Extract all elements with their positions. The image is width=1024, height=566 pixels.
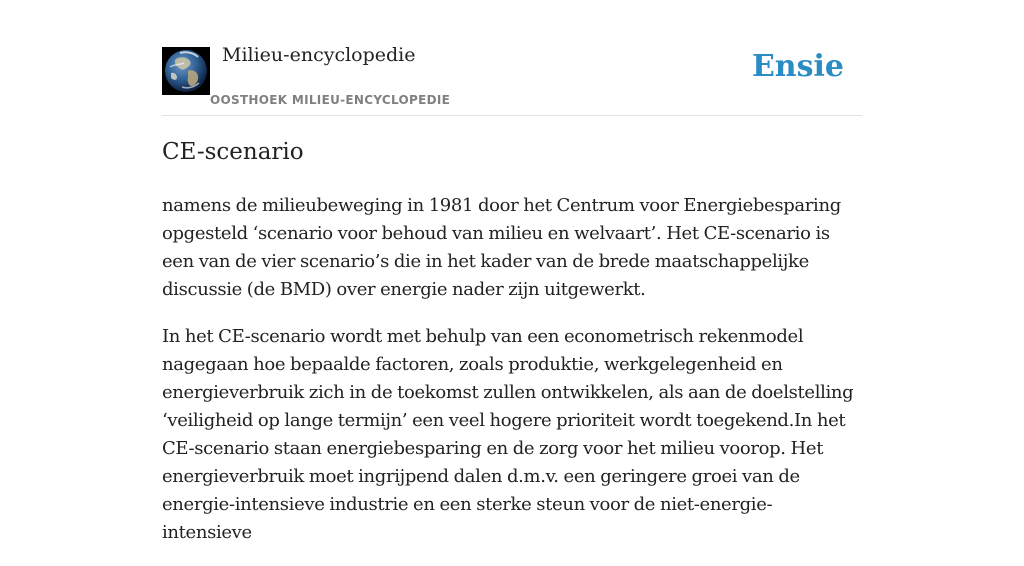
page-title: CE-scenario [162, 139, 304, 165]
site-header [162, 0, 862, 116]
article-paragraph: In het CE-scenario wordt met behulp van een econometrisch rekenmodel nagegaan hoe bepaalde factoren, zoals produktie, werkgelegenheid en energieverbruik zich in de toekomst zullen ontwikkelen, als aan de doelstelling ‘veiligheid op lange termijn’ een veel hogere prioriteit wordt toegekend.In het CE-scenario staan energiebesparing en de zorg voor het milieu voorop. Het energieverbruik moet ingrijpend dalen d.m.v. een geringere groei van de energie-intensieve industrie en een sterke steun voor de niet-energie-intensieve [162, 326, 854, 543]
brand-logo[interactable]: Ensie [751, 49, 844, 84]
article-body [162, 192, 862, 566]
site-subtitle: OOSTHOEK MILIEU-ENCYCLOPEDIE [210, 93, 451, 107]
earth-globe-icon[interactable] [162, 47, 210, 95]
article-paragraph: namens de milieubeweging in 1981 door het Centrum voor Energiebesparing opgesteld ‘scenario voor behoud van milieu en welvaart’. Het CE-scenario is een van de vier scenario’s die in het kader van de brede maatschappelijke discussie (de BMD) over energie nader zijn uitgewerkt. [162, 195, 841, 300]
content-column [162, 0, 862, 543]
site-name[interactable]: Milieu-encyclopedie [222, 44, 416, 66]
